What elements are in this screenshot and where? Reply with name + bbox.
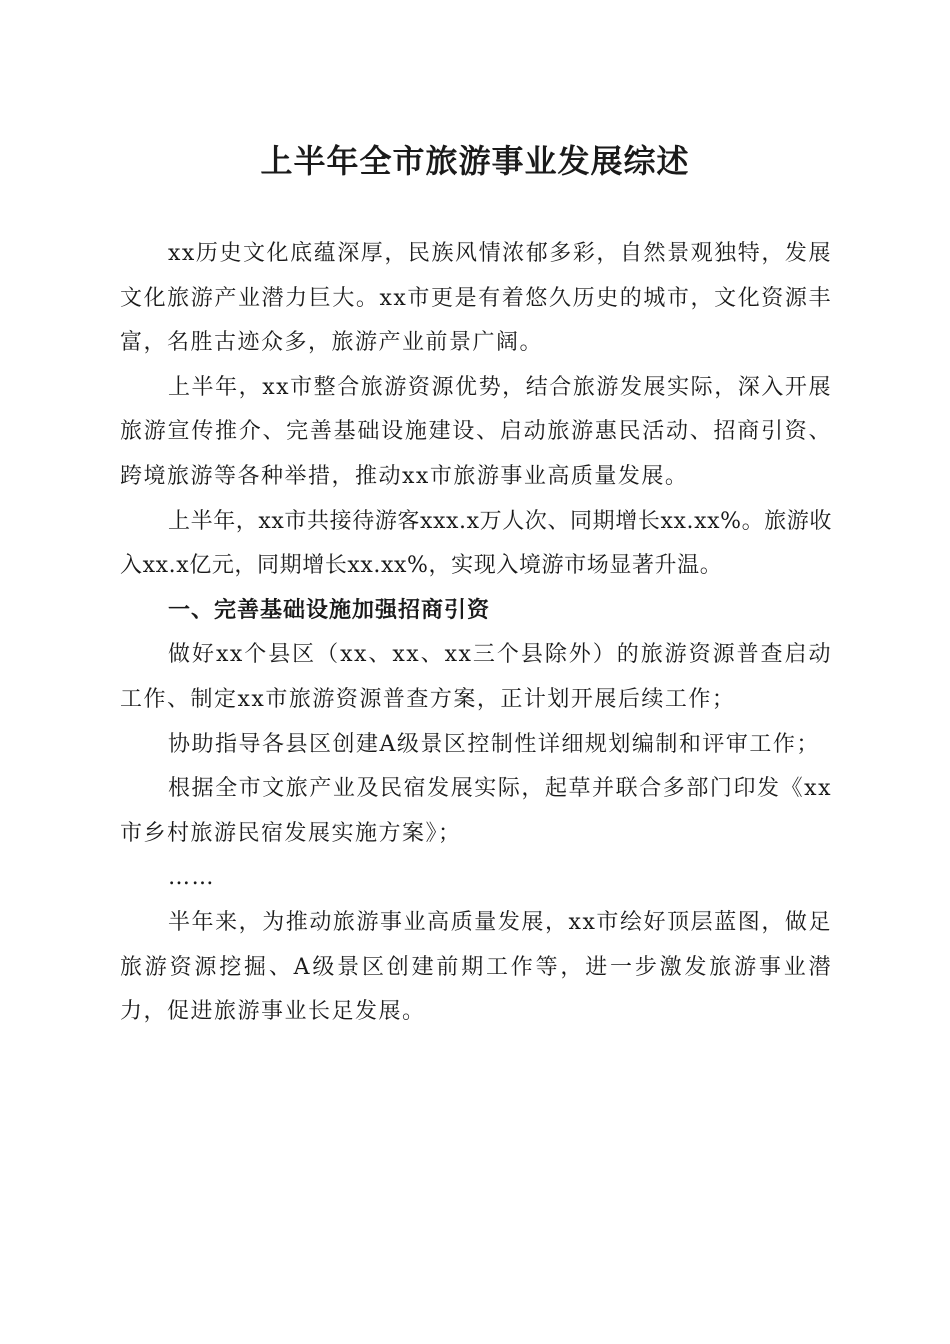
intro-paragraph-1: xx历史文化底蕴深厚，民族风情浓郁多彩，自然景观独特，发展文化旅游产业潜力巨大。xx市更是有着悠久历史的城市，文化资源丰富，名胜古迹众多，旅游产业前景广阔。 [120,241,832,356]
intro-paragraph-3: 上半年，xx市共接待游客xxx.x万人次、同期增长xx.xx%。旅游收入xx.x亿元，同期增长xx.xx%，实现入境游市场显著升温。 [120,508,832,579]
section-item-ellipsis: …… [168,865,215,891]
section-item-3: 根据全市文旅产业及民宿发展实际，起草并联合多部门印发《xx市乡村旅游民宿发展实施方案》； [120,776,832,846]
section-heading-1: 一、完善基础设施加强招商引资 [168,597,491,623]
document-body [120,232,832,1035]
section-item-1: 做好xx个县区（xx、xx、xx三个县除外）的旅游资源普查启动工作、制定xx市旅游资源普查方案，正计划开展后续工作； [120,642,832,712]
closing-paragraph: 半年来，为推动旅游事业高质量发展，xx市绘好顶层蓝图，做足旅游资源挖掘、A级景区创建前期工作等，进一步激发旅游事业潜力，促进旅游事业长足发展。 [120,909,832,1025]
document-title: 上半年全市旅游事业发展综述 [260,142,690,180]
intro-paragraph-2: 上半年，xx市整合旅游资源优势，结合旅游发展实际，深入开展旅游宣传推介、完善基础设施建设、启动旅游惠民活动、招商引资、跨境旅游等各种举措，推动xx市旅游事业高质量发展。 [120,374,832,489]
section-item-2: 协助指导各县区创建A级景区控制性详细规划编制和评审工作； [168,731,820,757]
